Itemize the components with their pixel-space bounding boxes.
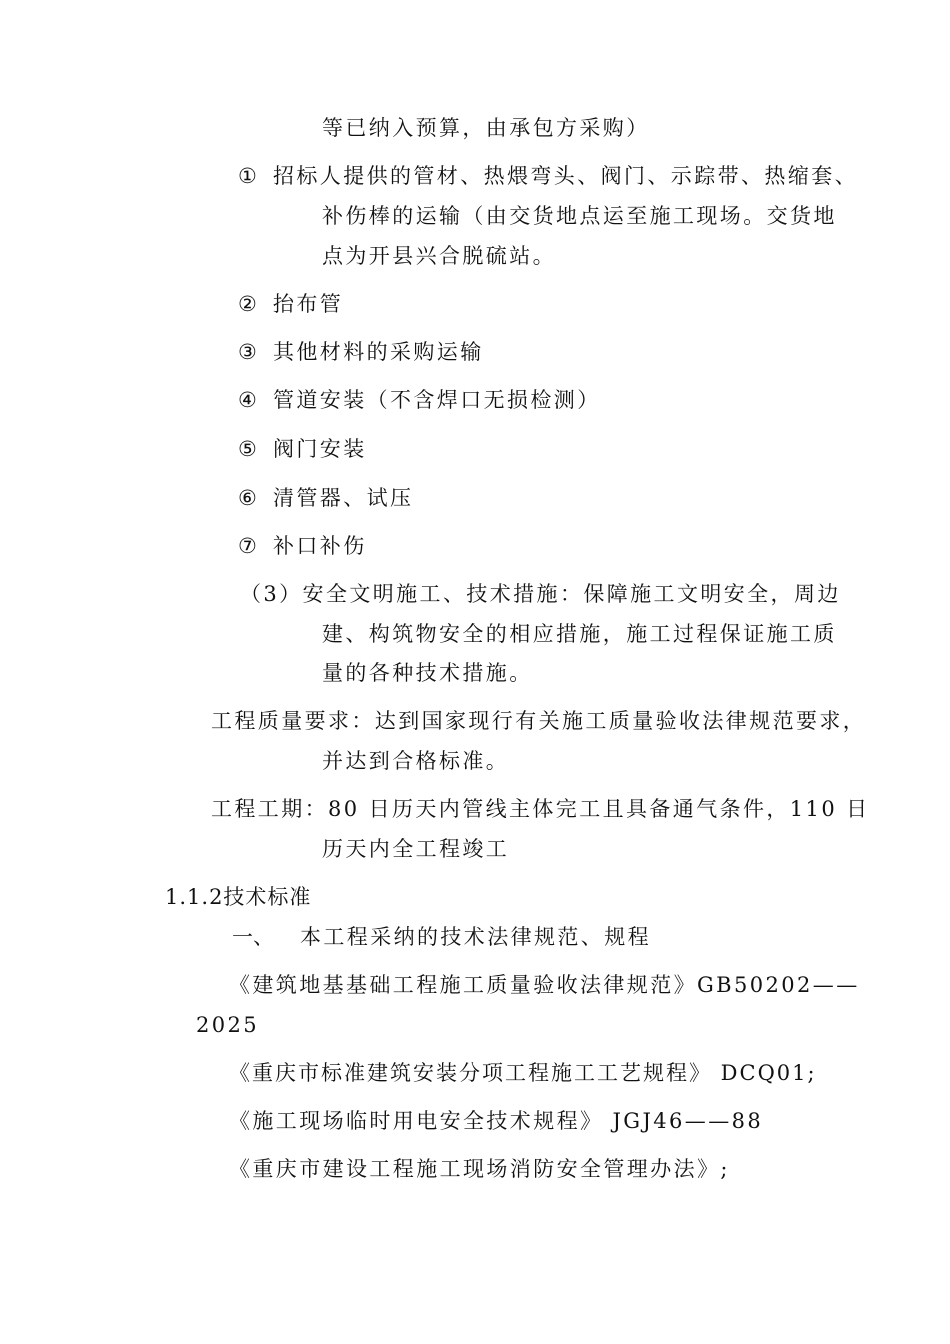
item-marker-2: ②: [238, 292, 257, 316]
standard-4: 《重庆市建设工程施工现场消防安全管理办法》;: [229, 1157, 730, 1181]
safety-line-2: 建、构筑物安全的相应措施，施工过程保证施工质: [322, 622, 837, 646]
quality-line-2: 并达到合格标准。: [322, 749, 510, 773]
item-marker-5: ⑤: [238, 437, 257, 461]
item-marker-3: ③: [238, 340, 257, 364]
item-7-text: 补口补伤: [273, 534, 367, 558]
item-1-line-3: 点为开县兴合脱硫站。: [322, 244, 556, 268]
quality-line-1: 工程质量要求：达到国家现行有关施工质量验收法律规范要求，: [211, 709, 867, 733]
item-2-text: 抬布管: [273, 292, 344, 316]
standard-2: 《重庆市标准建筑安装分项工程施工工艺规程》 DCQ01;: [229, 1061, 817, 1085]
standard-1-line-2: 2025: [196, 1013, 260, 1037]
subsection-marker: 一、: [232, 925, 274, 949]
safety-line-3: 量的各种技术措施。: [322, 661, 533, 685]
item-marker-6: ⑥: [238, 486, 257, 510]
item-marker-4: ④: [238, 388, 257, 412]
period-line-1: 工程工期：80 日历天内管线主体完工且具备通气条件，110 日: [211, 797, 870, 821]
item-1-line-1: 招标人提供的管材、热煨弯头、阀门、示踪带、热缩套、: [273, 164, 858, 188]
safety-line-1: （3）安全文明施工、技术措施：保障施工文明安全，周边: [240, 582, 841, 606]
item-3-text: 其他材料的采购运输: [273, 340, 484, 364]
standard-3: 《施工现场临时用电安全技术规程》 JGJ46——88: [229, 1109, 764, 1133]
period-line-2: 历天内全工程竣工: [322, 837, 510, 861]
scope-line-continued: 等已纳入预算，由承包方采购）: [322, 116, 650, 140]
subsection-title: 本工程采纳的技术法律规范、规程: [300, 925, 651, 949]
item-4-text: 管道安装（不含焊口无损检测）: [273, 388, 601, 412]
standard-1-line-1: 《建筑地基基础工程施工质量验收法律规范》GB50202——: [229, 973, 860, 997]
item-marker-1: ①: [238, 164, 257, 188]
item-6-text: 清管器、试压: [273, 486, 414, 510]
item-marker-7: ⑦: [238, 534, 257, 558]
item-5-text: 阀门安装: [273, 437, 367, 461]
section-heading: 1.1.2技术标准: [165, 885, 312, 909]
item-1-line-2: 补伤棒的运输（由交货地点运至施工现场。交货地: [322, 204, 837, 228]
